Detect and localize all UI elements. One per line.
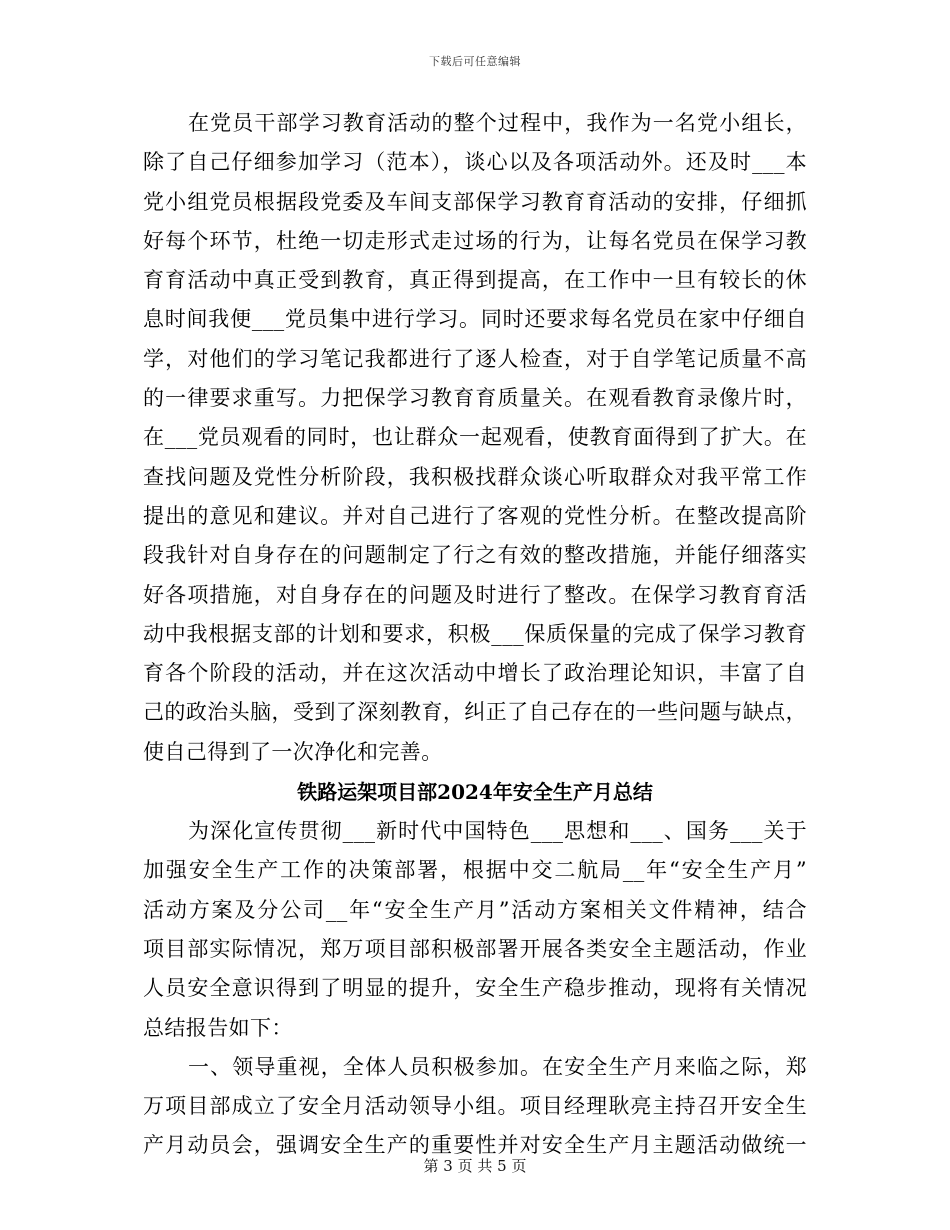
text-line: 好各项措施，对自身存在的问题及时进行了整改。在保学习教育育活 <box>143 582 807 607</box>
text-line: 加强安全生产工作的决策部署，根据中交二航局__年“安全生产月” <box>143 858 807 883</box>
text-line: 动中我根据支部的计划和要求，积极___保质保量的完成了保学习教育 <box>143 621 807 646</box>
text-line: 查找问题及党性分析阶段，我积极找群众谈心听取群众对我平常工作 <box>143 464 807 489</box>
text-line: 提出的意见和建议。并对自己进行了客观的党性分析。在整改提高阶 <box>143 503 807 528</box>
text-line: 产月动员会，强调安全生产的重要性并对安全生产月主题活动做统一 <box>143 1133 807 1158</box>
text-line: 在___党员观看的同时，也让群众一起观看，使教育面得到了扩大。在 <box>143 425 807 450</box>
paragraph-intro <box>143 812 807 1048</box>
page-header-note: 下载后可任意编辑 <box>429 55 521 68</box>
text-line: 育育活动中真正受到教育，真正得到提高，在工作中一旦有较长的休 <box>143 268 807 293</box>
section-title: 铁路运架项目部2024年安全生产月总结 <box>297 780 653 805</box>
page-number: 第 3 页 共 5 页 <box>423 1157 527 1175</box>
text-line: 党小组党员根据段党委及车间支部保学习教育育活动的安排，仔细抓 <box>143 189 807 214</box>
text-line: 的一律要求重写。力把保学习教育育质量关。在观看教育录像片时， <box>143 386 807 411</box>
text-line: 为深化宣传贯彻___新时代中国特色___思想和___、国务___关于 <box>188 819 807 844</box>
text-line: 一、领导重视，全体人员积极参加。在安全生产月来临之际，郑 <box>188 1054 807 1079</box>
text-line: 己的政治头脑，受到了深刻教育，纠正了自己存在的一些问题与缺点， <box>143 700 807 725</box>
document-body <box>143 104 807 1166</box>
text-line: 息时间我便___党员集中进行学习。同时还要求每名党员在家中仔细自 <box>143 307 807 332</box>
text-line: 使自己得到了一次净化和完善。 <box>143 739 443 764</box>
text-line: 育各个阶段的活动，并在这次活动中增长了政治理论知识，丰富了自 <box>143 661 807 686</box>
text-line: 在党员干部学习教育活动的整个过程中，我作为一名党小组长， <box>188 111 807 135</box>
paragraph-section-one <box>143 1048 807 1166</box>
text-line: 人员安全意识得到了明显的提升，安全生产稳步推动，现将有关情况 <box>143 976 807 1001</box>
text-line: 项目部实际情况，郑万项目部积极部署开展各类安全主题活动，作业 <box>143 936 807 961</box>
text-line: 学，对他们的学习笔记我都进行了逐人检查，对于自学笔记质量不高 <box>143 346 807 371</box>
text-line: 段我针对自身存在的问题制定了行之有效的整改措施，并能仔细落实 <box>143 543 807 568</box>
text-line: 活动方案及分公司__年“安全生产月”活动方案相关文件精神，结合 <box>143 897 807 922</box>
text-line: 万项目部成立了安全月活动领导小组。项目经理耿亮主持召开安全生 <box>143 1094 807 1119</box>
text-line: 除了自己仔细参加学习（范本），谈心以及各项活动外。还及时___本 <box>143 150 807 175</box>
paragraph-party-study <box>143 104 807 772</box>
text-line: 好每个环节，杜绝一切走形式走过场的行为，让每名党员在保学习教 <box>143 228 807 253</box>
text-line: 总结报告如下： <box>143 1015 293 1040</box>
